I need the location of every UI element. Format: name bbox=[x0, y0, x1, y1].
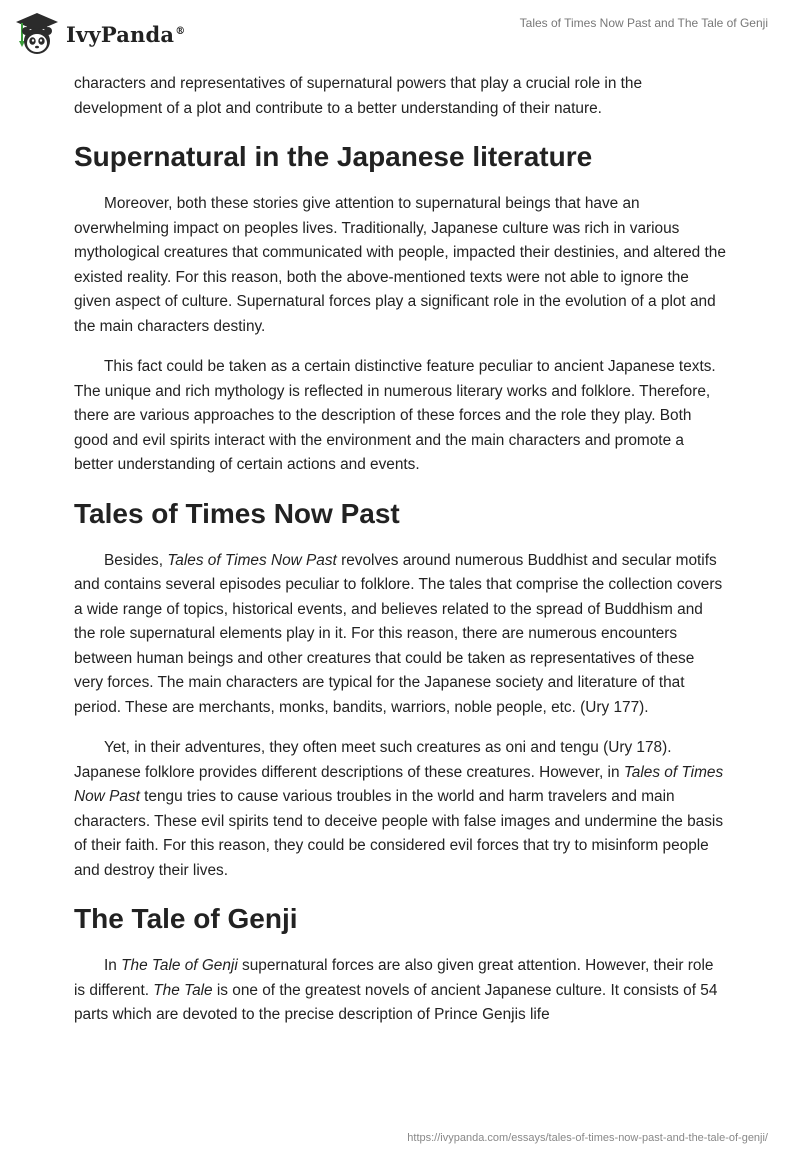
intro-paragraph: characters and representatives of supernatural powers that play a crucial role in the development of a plot and contribute to a better understanding of their nature. bbox=[74, 75, 643, 117]
book-title-short: The Tale bbox=[153, 981, 213, 999]
book-title: Tales of Times Now Past bbox=[167, 551, 337, 569]
paragraph-tales-2: Yet, in their adventures, they often meet such creatures as oni and tengu (Ury 178). Japanese folklore provides different descriptions of these creatures. However, in Tales of Times Now Past tengu tries to cause various troubles in the world and harm travelers and main characters. These evil spirits tend to deceive people with false images and undermine the basis of their faith. For this reason, they could be considered evil forces that try to misinform people and destroy their lives. bbox=[74, 739, 724, 879]
logo-text: IvyPanda bbox=[66, 21, 175, 47]
paragraph-supernatural-2: This fact could be taken as a certain distinctive feature peculiar to ancient Japanese texts. The unique and rich mythology is reflected in numerous literary works and folklore. Therefore, there are various approaches to the description of these forces and the role they play. Both good and evil spirits interact with the environment and the main characters and promote a better understanding of certain actions and events. bbox=[74, 358, 716, 473]
paragraph-supernatural-1: Moreover, both these stories give attention to supernatural beings that have an overwhelming impact on peoples lives. Traditionally, Japanese culture was rich in various mythological creatures that communicated with people, impacted their destinies, and altered the existed reality. For this reason, both the above-mentioned texts were not able to ignore the given aspect of culture. Supernatural forces play a significant role in the evolution of a plot and the main characters destiny. bbox=[74, 195, 726, 335]
book-title: The Tale of Genji bbox=[121, 957, 238, 974]
paragraph-tales-1: Besides, Tales of Times Now Past revolves around numerous Buddhist and secular motifs and contains several episodes peculiar to folklore. The tales that comprise the collection covers a wide range of topics, historical events, and believes related to the spread of Buddhism and the role supernatural elements play in it. For this reason, there are numerous encounters between human beings and other creatures that could be taken as representatives of these very forces. The main characters are typical for the Japanese society and literature of that period. These are merchants, monks, bandits, warriors, noble people, etc. (Ury 177). bbox=[74, 551, 723, 716]
heading-tale-of-genji: The Tale of Genji bbox=[74, 903, 298, 934]
page-header bbox=[0, 0, 800, 70]
registered-mark: ® bbox=[175, 25, 186, 37]
essay-body bbox=[74, 70, 726, 1028]
source-url[interactable]: https://ivypanda.com/essays/tales-of-times-now-past-and-the-tale-of-genji/ bbox=[407, 1132, 768, 1144]
heading-tales-of-times: Tales of Times Now Past bbox=[74, 497, 400, 529]
panda-graduate-icon bbox=[14, 11, 60, 57]
running-title: Tales of Times Now Past and The Tale of Genji bbox=[519, 16, 768, 30]
ivypanda-logo[interactable] bbox=[14, 11, 185, 57]
heading-supernatural: Supernatural in the Japanese literature bbox=[74, 141, 593, 172]
paragraph-genji-1: In The Tale of Genji supernatural forces are also given great attention. However, their role is different. The Tale is one of the greatest novels of ancient Japanese culture. It consists of 54 parts which are devoted to the precise description of Prince Genjis life bbox=[74, 957, 718, 1023]
book-title: Tales of Times Now Past bbox=[74, 763, 724, 805]
